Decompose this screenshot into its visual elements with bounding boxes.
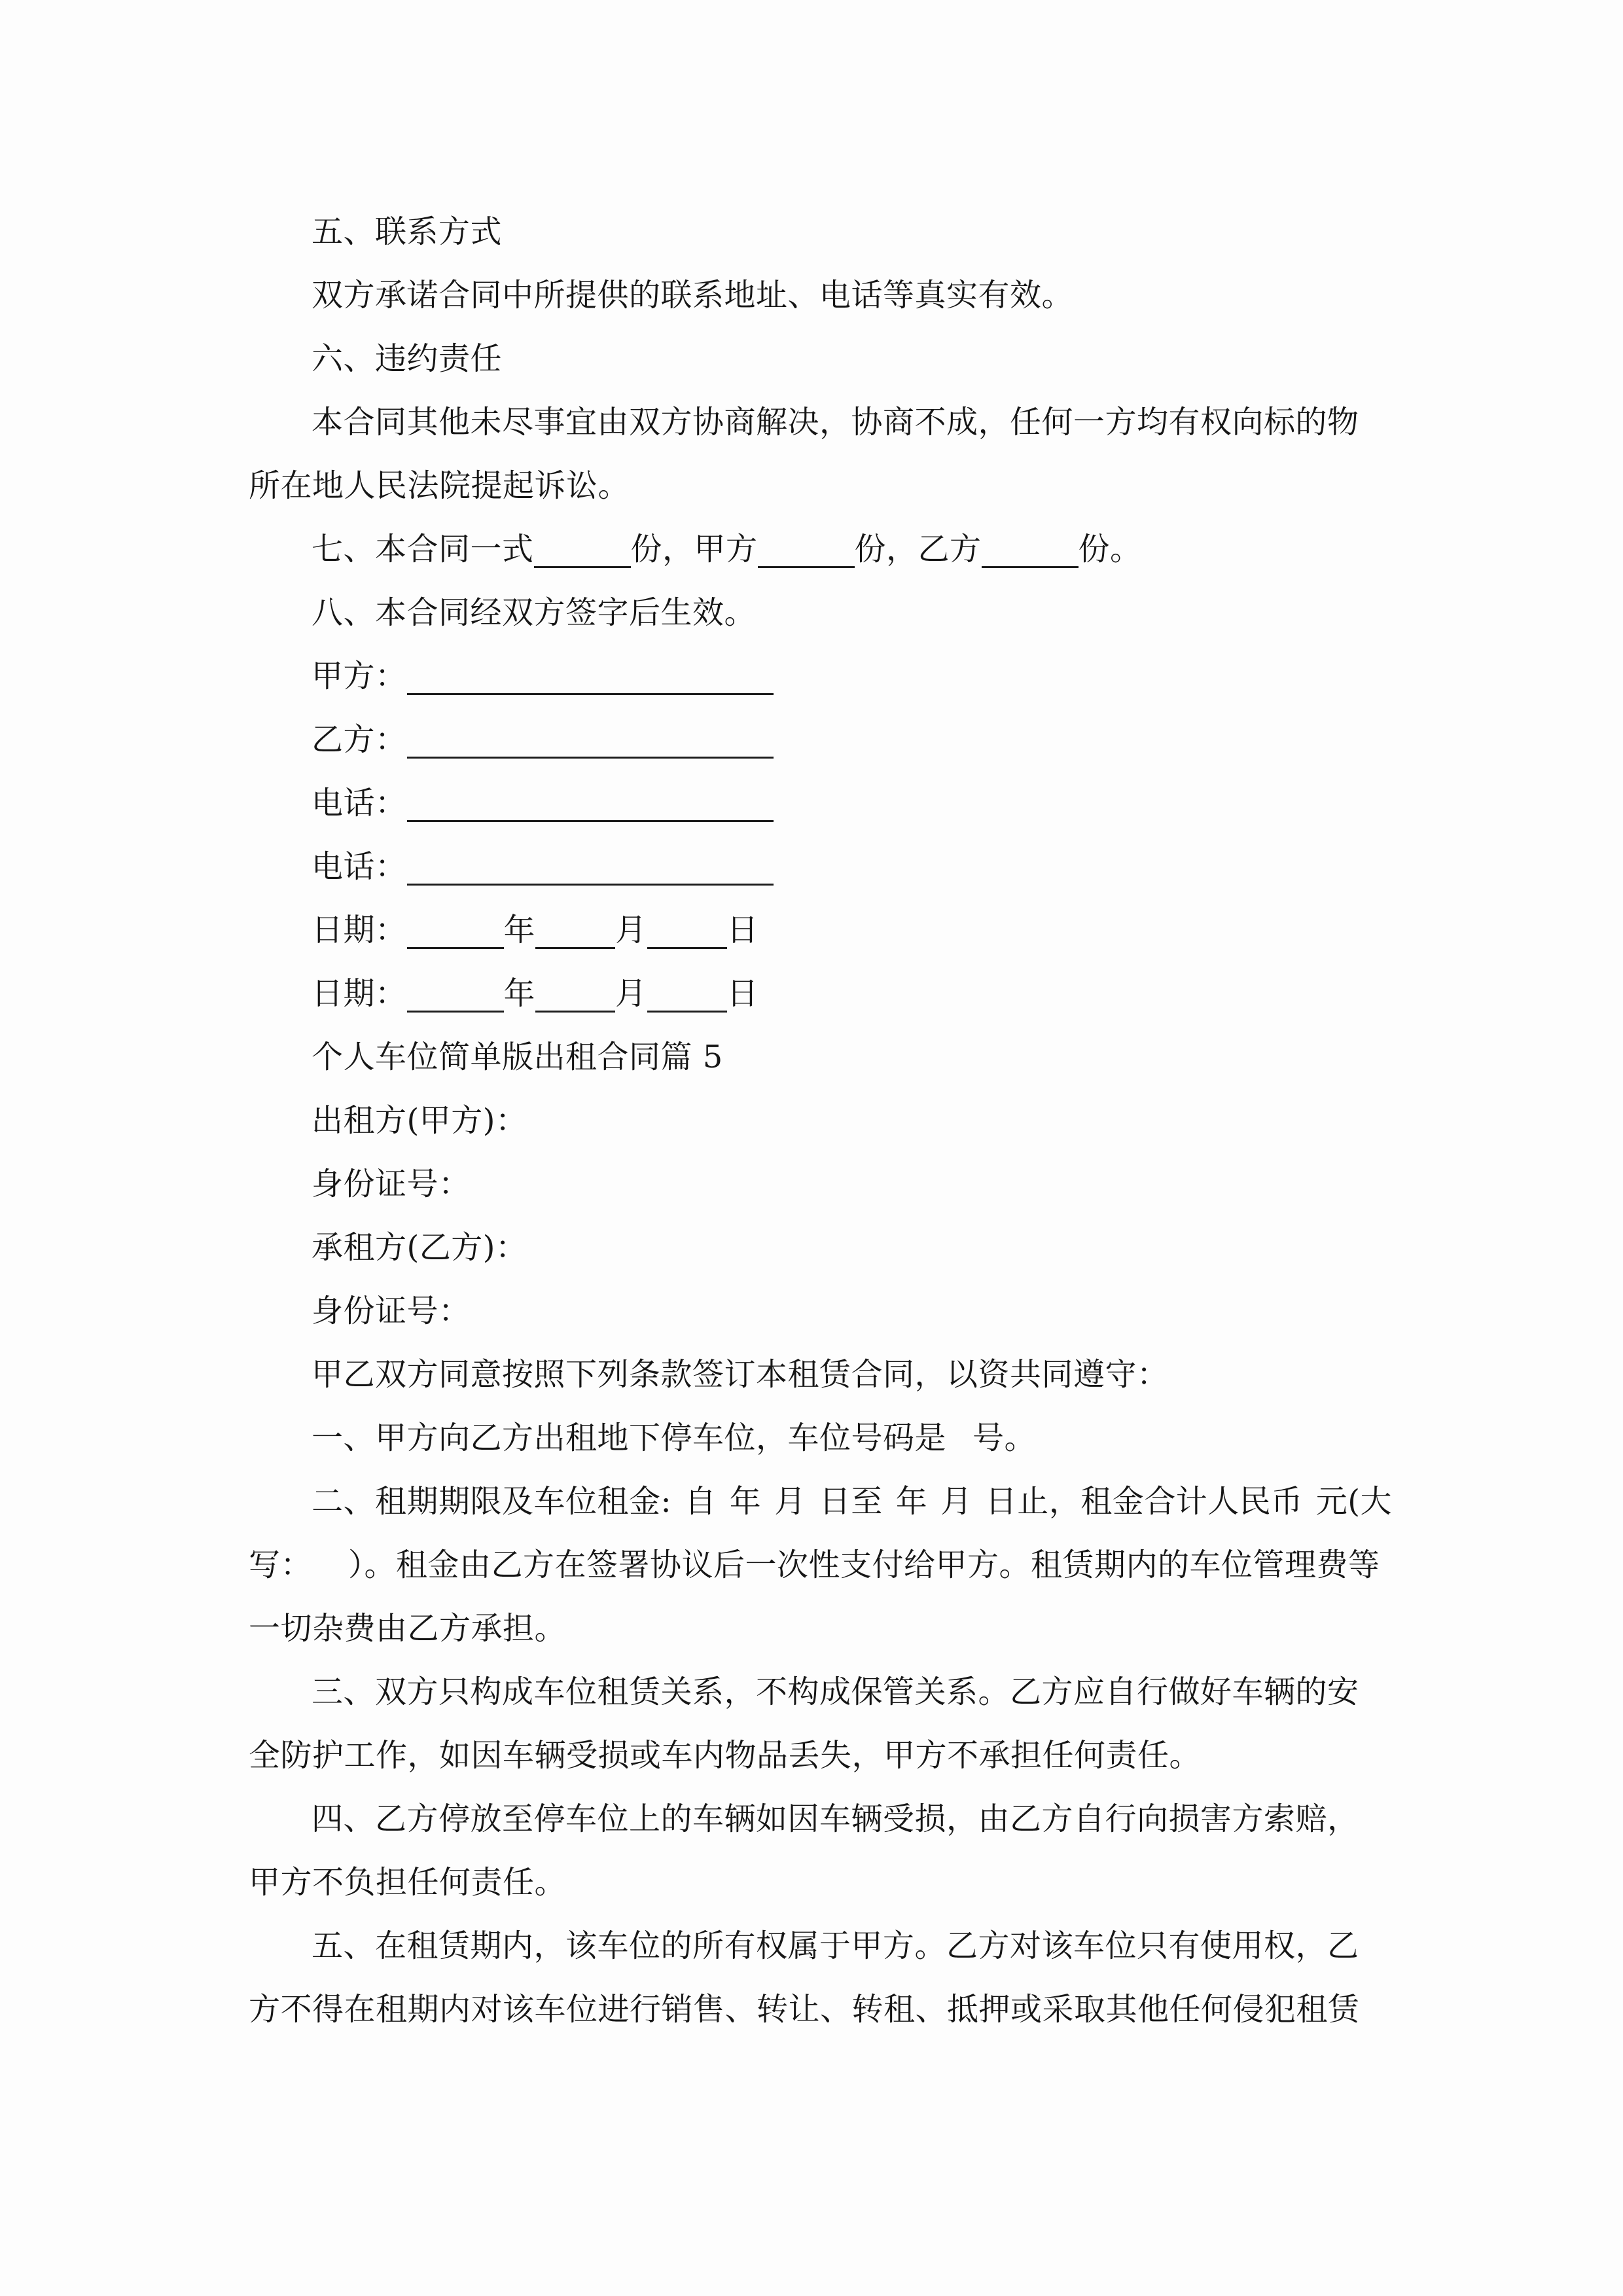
clause-6-heading (249, 327, 1374, 391)
lessee-label (249, 1216, 1374, 1280)
text-run: 身份证号： (312, 1166, 471, 1202)
spacer (761, 1511, 774, 1512)
text-run: 所在地人民法院提起诉讼。 (249, 467, 630, 504)
item-4-line-2 (249, 1851, 1374, 1914)
clause-5-body (249, 264, 1374, 327)
date-party-a (249, 899, 1374, 962)
text-run: 日至 (819, 1483, 883, 1520)
phone-party-a (249, 772, 1374, 835)
fill-in-blank (982, 558, 1079, 568)
text-run: 五、在租赁期内，该车位的所有权属于甲方。乙方对该车位只有使用权，乙 (312, 1928, 1359, 1964)
spacer (806, 1511, 819, 1512)
text-run: 元(大 (1315, 1483, 1393, 1520)
text-run: 月 (774, 1483, 806, 1520)
text-run: 写： (249, 1547, 313, 1583)
text-run: 甲乙双方同意按照下列条款签订本租赁合同，以资共同遵守： (312, 1356, 1169, 1393)
text-run: ）。租金由乙方在签署协议后一次性支付给甲方。租赁期内的车位管理费等 (348, 1547, 1380, 1583)
signature-party-b (249, 708, 1374, 772)
text-run: 七、本合同一式 (312, 531, 534, 567)
text-run: 出租方(甲方)： (312, 1102, 527, 1139)
lessor-label (249, 1089, 1374, 1153)
fill-in-blank (407, 812, 774, 822)
text-run: 方不得在租期内对该车位进行销售、转让、转租、抵押或采取其他任何侵犯租赁 (249, 1991, 1360, 2028)
text-run: 日 (726, 912, 759, 948)
text-run: 二、租期期限及车位租金: (312, 1483, 672, 1520)
text-run: 全防护工作，如因车辆受损或车内物品丢失，甲方不承担任何责任。 (249, 1737, 1202, 1774)
spacer (972, 1511, 986, 1512)
phone-party-b (249, 835, 1374, 899)
item-3-line-2 (249, 1724, 1374, 1787)
document-body (249, 200, 1393, 2041)
fill-in-blank (407, 749, 774, 759)
text-run: 六、违约责任 (312, 340, 503, 377)
text-run: 身份证号： (312, 1293, 471, 1329)
text-run: 双方承诺合同中所提供的联系地址、电话等真实有效。 (312, 277, 1074, 314)
spacer (717, 1511, 730, 1512)
text-run: 月 (940, 1483, 972, 1520)
lessor-id-label (249, 1153, 1374, 1216)
text-run: 四、乙方停放至停车位上的车辆如因车辆受损，由乙方自行向损害方索赔， (312, 1801, 1359, 1837)
fill-in-blank (758, 558, 855, 568)
text-run: 自 (685, 1483, 717, 1520)
text-run: 乙方： (312, 721, 407, 758)
text-run: 日止，租金合计人民币 (985, 1483, 1303, 1520)
text-run: 五、联系方式 (312, 213, 503, 250)
text-run: 一切杂费由乙方承担。 (249, 1610, 567, 1647)
text-run: 月 (615, 975, 647, 1012)
item-5-line-1 (249, 1914, 1374, 1978)
fill-in-blank (407, 1003, 504, 1013)
item-4-line-1 (249, 1787, 1374, 1851)
item-2-line-1 (249, 1470, 1393, 1534)
text-run: 本合同其他未尽事宜由双方协商解决，协商不成，任何一方均有权向标的物 (312, 404, 1359, 440)
fill-in-blank (647, 1003, 727, 1013)
text-run: 年 (503, 912, 536, 948)
spacer (1303, 1511, 1316, 1512)
lessee-id-label (249, 1280, 1374, 1343)
fill-in-blank (407, 939, 504, 949)
fill-in-blank (535, 1003, 615, 1013)
clause-6-body-line-2 (249, 454, 1374, 518)
text-run: 八、本合同经双方签字后生效。 (312, 594, 757, 631)
text-run: 份，甲方 (630, 531, 758, 567)
spacer (883, 1511, 896, 1512)
text-run: 甲方不负担任何责任。 (249, 1864, 567, 1901)
text-run: 年 (729, 1483, 762, 1520)
item-1 (249, 1407, 1374, 1470)
fill-in-blank (647, 939, 727, 949)
preamble (249, 1343, 1374, 1407)
fill-in-blank (535, 939, 615, 949)
section-title (249, 1026, 1374, 1089)
text-run: 甲方： (312, 658, 407, 694)
text-run: 份，乙方 (854, 531, 982, 567)
text-run: 份。 (1078, 531, 1142, 567)
text-run: 电话： (312, 785, 407, 821)
clause-7-copies (249, 518, 1374, 581)
text-run: 年 (895, 1483, 928, 1520)
item-2-line-3 (249, 1597, 1374, 1660)
spacer (927, 1511, 940, 1512)
signature-party-a (249, 645, 1374, 708)
item-2-line-2 (249, 1534, 1380, 1597)
text-run: 个人车位简单版出租合同篇 5 (312, 1039, 723, 1075)
item-3-line-1 (249, 1660, 1374, 1724)
clause-5-heading (249, 200, 1374, 264)
text-run: 三、双方只构成车位租赁关系，不构成保管关系。乙方应自行做好车辆的安 (312, 1674, 1359, 1710)
text-run: 日期： (312, 912, 407, 948)
clause-8-effective (249, 581, 1374, 645)
text-run: 日 (726, 975, 759, 1012)
text-run: 承租方(乙方)： (312, 1229, 527, 1266)
fill-in-blank (534, 558, 631, 568)
text-run: 月 (615, 912, 647, 948)
text-run: 年 (503, 975, 536, 1012)
text-run: 一、甲方向乙方出租地下停车位，车位号码是 (312, 1420, 947, 1456)
date-party-b (249, 962, 1374, 1026)
fill-in-blank (407, 685, 774, 695)
clause-6-body-line-1 (249, 391, 1374, 454)
text-run: 电话： (312, 848, 407, 885)
spacer (671, 1511, 685, 1512)
text-run: 日期： (312, 975, 407, 1012)
item-5-line-2 (249, 1978, 1374, 2041)
text-run: 号。 (972, 1420, 1037, 1456)
fill-in-blank (407, 876, 774, 886)
